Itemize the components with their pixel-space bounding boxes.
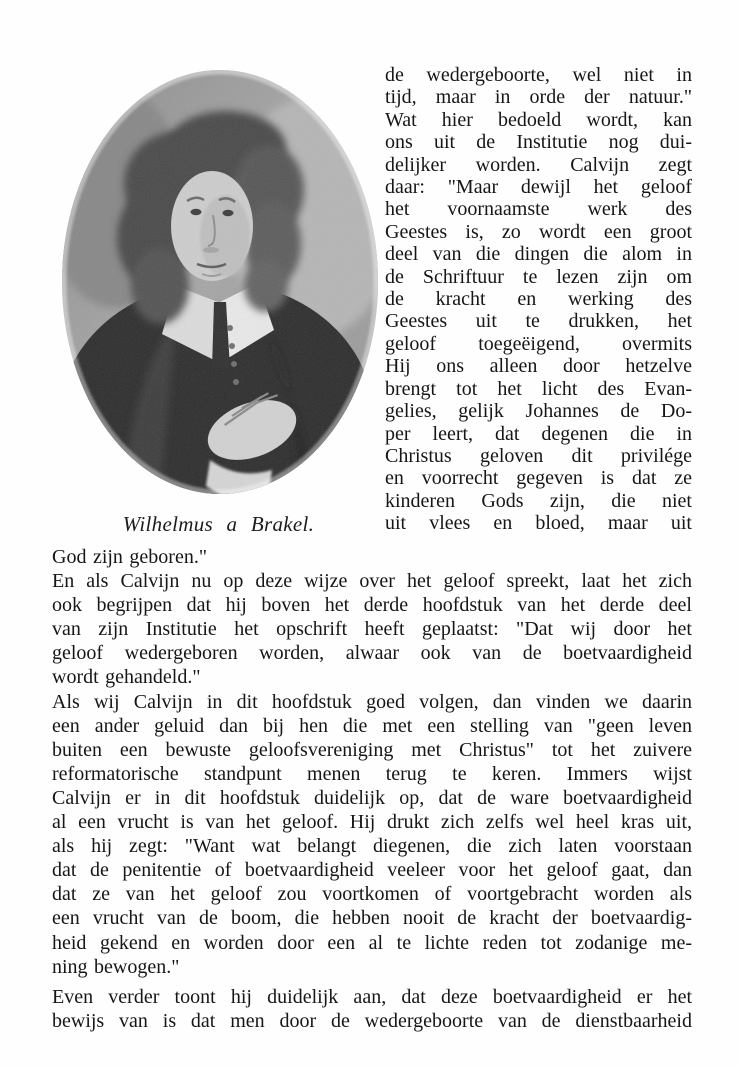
text-line: geloof toegeëigend, overmits bbox=[385, 332, 692, 355]
text-line: van zijn Institutie het opschrift heeft geplaatst: "Dat wij door het bbox=[52, 618, 692, 641]
text-line: kinderen Gods zijn, die niet bbox=[385, 489, 692, 512]
text-line: Wat hier bedoeld wordt, kan bbox=[385, 108, 692, 131]
text-line: en voorrecht gegeven is dat ze bbox=[385, 467, 692, 490]
text-line: uit vlees en bloed, maar uit bbox=[385, 512, 692, 535]
text-line: het voornaamste werk des bbox=[385, 198, 692, 221]
text-line: al een vrucht is van het geloof. Hij drukt zich zelfs wel heel kras uit, bbox=[52, 811, 692, 834]
text-line: Geestes is, zo wordt een groot bbox=[385, 220, 692, 243]
text-line: de kracht en werking des bbox=[385, 288, 692, 311]
text-line: een ander geluid dan bij hen die met een stelling van "geen leven bbox=[52, 714, 692, 737]
text-line: tijd, maar in orde der natuur." bbox=[385, 86, 692, 109]
text-line: ning bewogen." bbox=[52, 955, 180, 978]
text-line: de Schriftuur te lezen zijn om bbox=[385, 265, 692, 288]
text-line: dat de penitentie of boetvaardigheid veeleer voor het geloof gaat, dan bbox=[52, 859, 692, 882]
text-line: reformatorische standpunt menen terug te keren. Immers wijst bbox=[52, 762, 692, 785]
text-line: bewijs van is dat men door de wedergeboorte van de dienstbaarheid bbox=[52, 1009, 692, 1032]
text-line: de wedergeboorte, wel niet in bbox=[385, 64, 692, 86]
body-text bbox=[52, 545, 692, 1033]
text-line: Geestes uit te drukken, het bbox=[385, 310, 692, 333]
text-line: wordt gehandeld." bbox=[52, 666, 201, 689]
text-line: gelies, gelijk Johannes de Do- bbox=[385, 400, 692, 423]
text-line: Als wij Calvijn in dit hoofdstuk goed volgen, dan vinden we daarin bbox=[52, 690, 692, 713]
text-line: dat ze van het geloof zou voortkomen of voortgebracht worden als bbox=[52, 883, 692, 906]
text-line: Calvijn er in dit hoofdstuk duidelijk op, dat de ware boetvaardigheid bbox=[52, 786, 692, 809]
text-line: delijker worden. Calvijn zegt bbox=[385, 153, 692, 176]
text-line: brengt tot het licht des Evan- bbox=[385, 377, 692, 400]
text-line: Hij ons alleen door hetzelve bbox=[385, 355, 692, 378]
text-line: En als Calvijn nu op deze wijze over het geloof spreekt, laat het zich bbox=[52, 570, 692, 593]
text-line: buiten een bewuste geloofsvereniging met Christus" tot het zuivere bbox=[52, 738, 692, 761]
text-line: geloof wedergeboren worden, alwaar ook van de boetvaardigheid bbox=[52, 642, 692, 665]
text-line: per leert, dat degenen die in bbox=[385, 422, 692, 445]
text-line: ons uit de Institutie nog dui- bbox=[385, 131, 692, 154]
top-section bbox=[52, 64, 692, 537]
text-line: ook begrijpen dat hij boven het derde hoofdstuk van het derde deel bbox=[52, 594, 692, 617]
portrait-figure bbox=[52, 64, 385, 537]
text-line: deel van die dingen die alom in bbox=[385, 243, 692, 266]
wrapped-text-column bbox=[385, 64, 692, 537]
text-line: Even verder toont hij duidelijk aan, dat deze boetvaardigheid er het bbox=[52, 985, 692, 1008]
text-line: als hij zegt: "Want wat belangt diegenen, die zich laten voorstaan bbox=[52, 835, 692, 858]
text-line: een vrucht van de boom, die hebben nooit de kracht der boetvaardig- bbox=[52, 907, 692, 930]
text-line: Christus geloven dit privilége bbox=[385, 444, 692, 467]
text-line: heid gekend en worden door een al te lichte reden tot zodanige me- bbox=[52, 931, 692, 954]
portrait-caption: Wilhelmus a Brakel. bbox=[122, 512, 315, 536]
portrait-image bbox=[60, 68, 380, 496]
text-line: God zijn geboren." bbox=[52, 546, 208, 568]
text-line: daar: "Maar dewijl het geloof bbox=[385, 176, 692, 199]
